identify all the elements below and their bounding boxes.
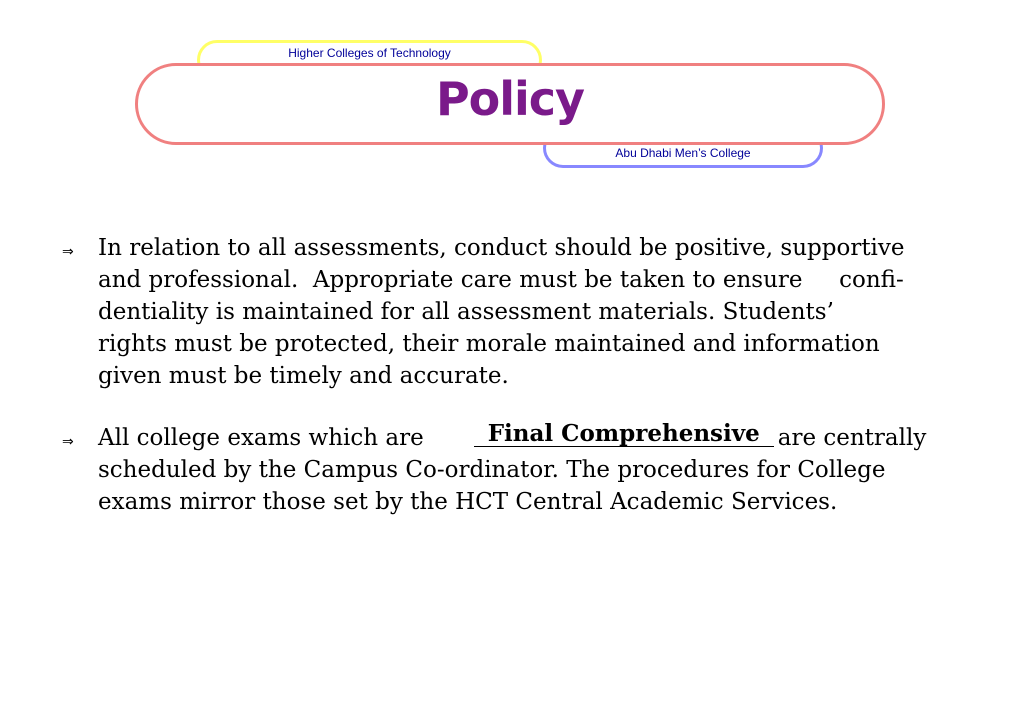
policy-paragraph-2 [98,422,998,518]
paragraph-2-prefix: All college exams which are [98,425,424,451]
page-title: Policy [435,72,585,126]
paragraph-2-line: scheduled by the Campus Co-ordinator. The procedures for College [98,457,886,483]
paragraph-2-first-line [98,422,998,454]
paragraph-2-line: exams mirror those set by the HCT Central Academic Services. [98,489,838,515]
paragraph-1-line: and professional. Appropriate care must be taken to ensure confi- [98,267,904,293]
arrow-bullet-icon: ⇒ [62,434,74,450]
college-name: Abu Dhabi Men’s College [615,146,751,160]
paragraph-2-suffix: are centrally [777,425,927,451]
paragraph-1-line: rights must be protected, their morale maintained and information [98,331,880,357]
institution-name: Higher Colleges of Technology [288,46,451,60]
paragraph-1-line: In relation to all assessments, conduct should be positive, supportive [98,235,905,261]
fill-in-blank-answer: Final Comprehensive [474,422,774,447]
policy-paragraph-1 [98,232,998,392]
paragraph-1-line: dentiality is maintained for all assessment materials. Students’ [98,299,834,325]
paragraph-1-line: given must be timely and accurate. [98,363,509,389]
arrow-bullet-icon: ⇒ [62,244,74,260]
title-banner [135,63,885,145]
